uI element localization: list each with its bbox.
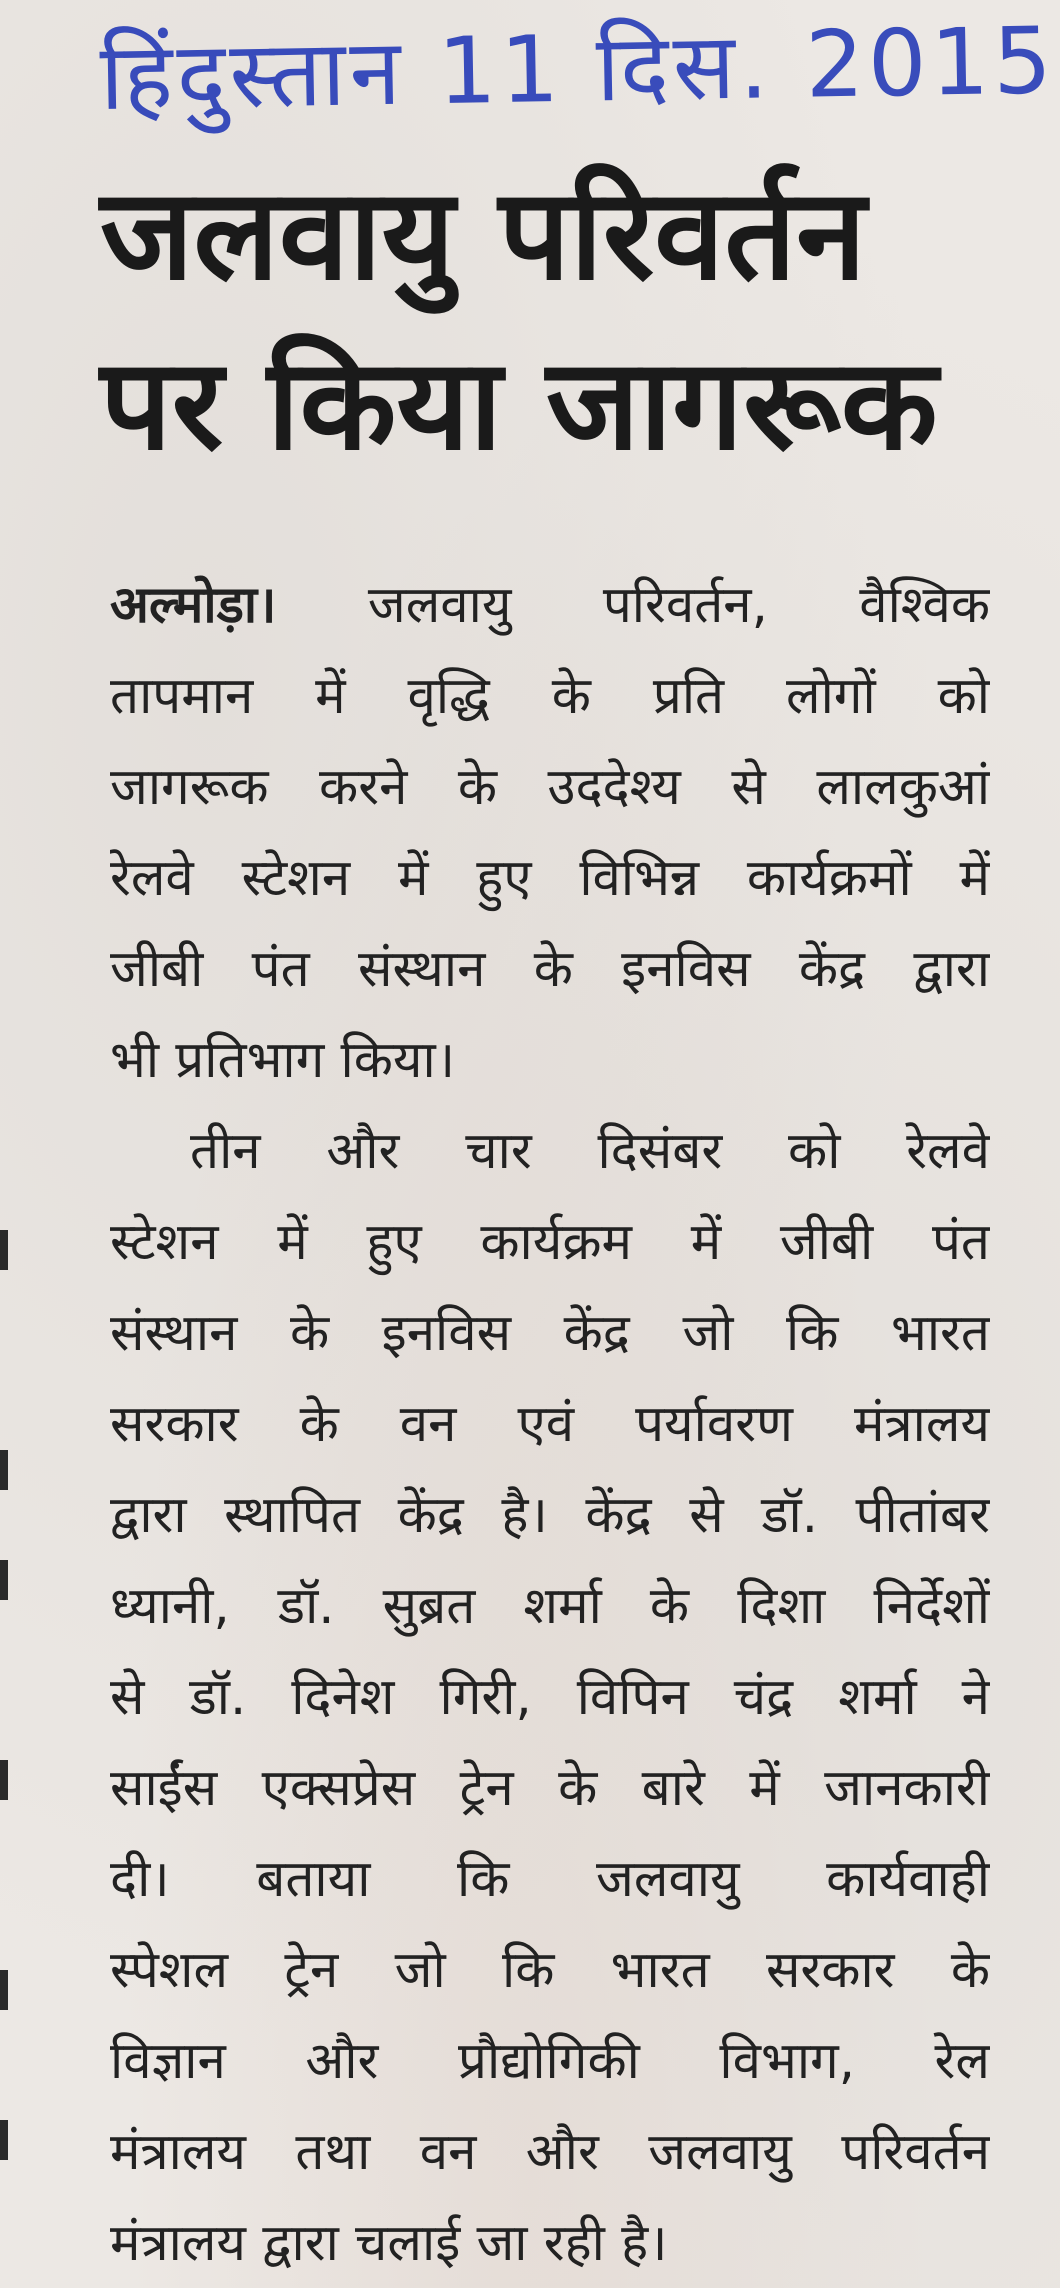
edge-mark	[0, 2120, 8, 2160]
headline-line-2: पर किया जागरूक	[100, 331, 938, 478]
paragraph2-line: द्वारा स्थापित केंद्र है। केंद्र से डॉ. पीतांबर	[110, 1486, 990, 1545]
paragraph2-line: दी। बताया कि जलवायु कार्यवाही	[110, 1850, 990, 1909]
paragraph1-line: जागरूक करने के उददेश्य से लालकुआं	[110, 758, 990, 817]
paragraph1-line: जीबी पंत संस्थान के इनविस केंद्र द्वारा	[110, 940, 990, 999]
edge-mark	[0, 1970, 8, 2010]
paragraph2-line: मंत्रालय तथा वन और जलवायु परिवर्तन	[110, 2123, 990, 2182]
paragraph1-line-1-text: जलवायु परिवर्तन, वैश्विक	[276, 576, 990, 635]
paragraph2-line: स्पेशल ट्रेन जो कि भारत सरकार के	[110, 1941, 990, 2000]
article-body	[110, 560, 990, 2288]
paragraph1-line: रेलवे स्टेशन में हुए विभिन्न कार्यक्रमों में	[110, 849, 990, 908]
paragraph2-line: स्टेशन में हुए कार्यक्रम में जीबी पंत	[110, 1213, 990, 1272]
headline	[100, 150, 1000, 490]
paragraph2-line: साईंस एक्सप्रेस ट्रेन के बारे में जानकारी	[110, 1759, 990, 1818]
paragraph2-line: संस्थान के इनविस केंद्र जो कि भारत	[110, 1304, 990, 1363]
edge-mark	[0, 1230, 8, 1270]
paragraph2-line: मंत्रालय द्वारा चलाई जा रही है।	[110, 2214, 668, 2273]
paragraph2-line: ध्यानी, डॉ. सुब्रत शर्मा के दिशा निर्देशों	[110, 1577, 990, 1636]
paragraph1-line: तापमान में वृद्धि के प्रति लोगों को	[110, 667, 990, 726]
edge-mark	[0, 1450, 8, 1490]
paragraph2-line: तीन और चार दिसंबर को रेलवे	[190, 1122, 990, 1181]
paragraph1-line-1	[110, 560, 990, 651]
paragraph1-line: भी प्रतिभाग किया।	[110, 1031, 456, 1090]
paragraph2-line: विज्ञान और प्रौद्योगिकी विभाग, रेल	[110, 2032, 990, 2091]
edge-mark	[0, 1560, 8, 1600]
dateline: अल्मोड़ा।	[110, 576, 277, 635]
paragraph2-line: से डॉ. दिनेश गिरी, विपिन चंद्र शर्मा ने	[110, 1668, 990, 1727]
handwritten-source-date-note: हिंदुस्तान 11 दिस. 2015	[99, 7, 1057, 131]
edge-mark	[0, 1760, 8, 1800]
headline-line-1: जलवायु परिवर्तन	[100, 161, 867, 308]
paragraph2-line: सरकार के वन एवं पर्यावरण मंत्रालय	[110, 1395, 990, 1454]
